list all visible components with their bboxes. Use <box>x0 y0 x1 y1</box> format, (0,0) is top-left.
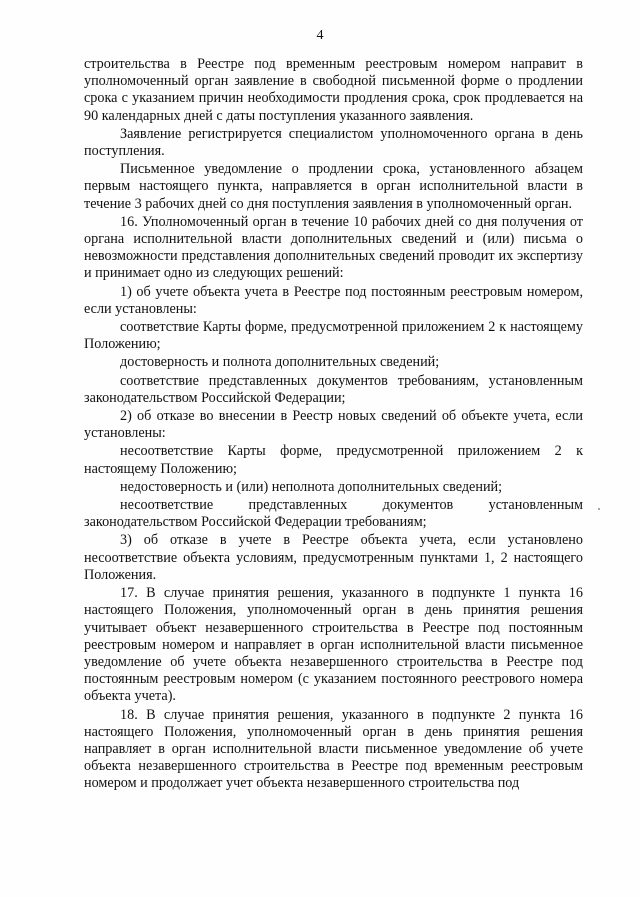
condition-documents-compliance: соответствие представленных документов требованиям, установленным законодательством Российской Федерации; <box>84 372 583 406</box>
paragraph-extension-notice: Письменное уведомление о продлении срока, установленного абзацем первым настоящего пункта, направляется в орган исполнительной власти в течение 3 рабочих дней со дня поступления заявления в уполномоченный орган. <box>84 161 583 212</box>
condition-documents-noncompliance: несоответствие представленных документов установленным законодательством Российской Федерации требованиям; <box>84 497 583 531</box>
paragraph-continuation: строительства в Реестре под временным реестровым номером направит в уполномоченный орган заявление в свободной письменной форме о продлении срока с указанием причин необходимости продления срока, срок продлевается на 90 календарных дней с даты поступления указанного заявления. <box>84 56 583 124</box>
scan-dot <box>598 508 600 510</box>
paragraph-item-17: 17. В случае принятия решения, указанного в подпункте 1 пункта 16 настоящего Положения, уполномоченный орган в день принятия решения учитывает объект незавершенного строительства в Реестре под постоянным реестровым номером и направляет в орган исполнительной власти письменное уведомление об учете объекта незавершенного строительства в Реестре под постоянным реестровым номером (с указанием постоянного реестрового номера объекта учета). <box>84 585 583 705</box>
subitem-16-1: 1) об учете объекта учета в Реестре под постоянным реестровым номером, если установлены: <box>84 283 583 317</box>
paragraph-registration: Заявление регистрируется специалистом уполномоченного органа в день поступления. <box>84 125 583 160</box>
subitem-16-2: 2) об отказе во внесении в Реестр новых сведений об объекте учета, если установлены: <box>84 408 583 442</box>
condition-map-noncompliance: несоответствие Карты форме, предусмотренной приложением 2 к настоящему Положению; <box>84 443 583 477</box>
subitem-16-3: 3) об отказе в учете в Реестре объекта учета, если установлено несоответствие объекта условиям, предусмотренным пунктами 1, 2 настоящего Положения. <box>84 532 583 583</box>
document-body <box>84 56 583 793</box>
condition-map-compliance: соответствие Карты форме, предусмотренной приложением 2 к настоящему Положению; <box>84 319 583 353</box>
paragraph-item-18: 18. В случае принятия решения, указанного в подпункте 2 пункта 16 настоящего Положения, уполномоченный орган в день принятия решения направляет в орган исполнительной власти письменное уведомление об учете объекта незавершенного строительства в Реестре под временным реестровым номером и продолжает учет объекта незавершенного строительства под <box>84 706 583 792</box>
condition-data-reliability: достоверность и полнота дополнительных сведений; <box>120 354 440 371</box>
page-number: 4 <box>316 28 324 43</box>
paragraph-item-16: 16. Уполномоченный орган в течение 10 рабочих дней со дня получения от органа исполнительной власти дополнительных сведений и (или) письма о невозможности представления дополнительных сведений проводит их экспертизу и принимает одно из следующих решений: <box>84 213 583 282</box>
condition-data-unreliability: недостоверность и (или) неполнота дополнительных сведений; <box>120 478 503 495</box>
